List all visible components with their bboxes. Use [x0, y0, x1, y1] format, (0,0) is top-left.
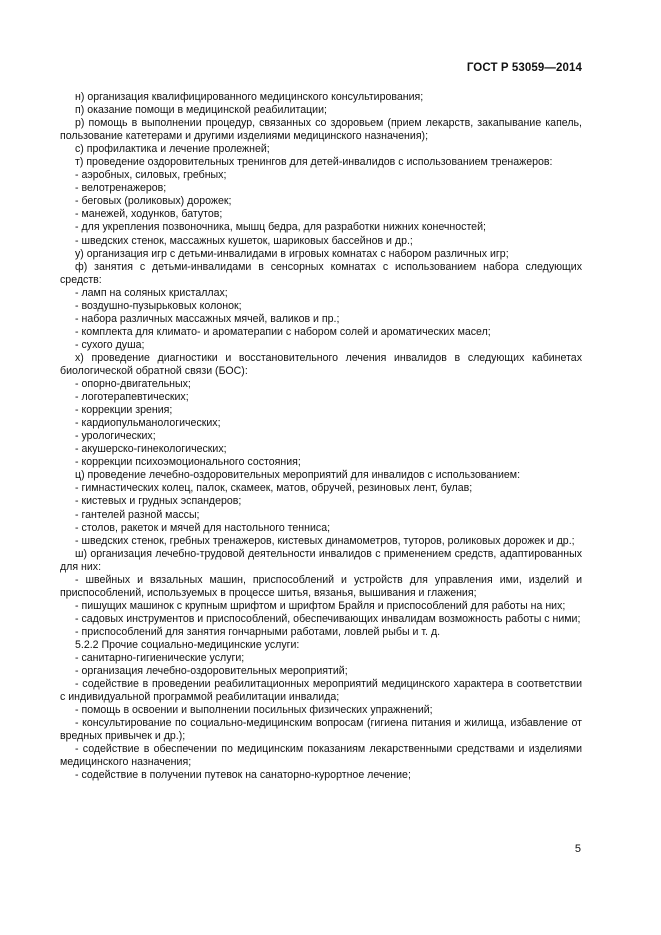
- paragraph-f: ф) занятия с детьми-инвалидами в сенсорных комнатах с использованием набора следующих средств:: [60, 260, 582, 286]
- list-item: - консультирование по социально-медицинским вопросам (гигиена питания и жилища, избавление от вредных привычек и др.);: [60, 717, 582, 743]
- list-item: - беговых (роликовых) дорожек;: [75, 195, 232, 208]
- list-item: - содействие в получении путевок на санаторно-курортное лечение;: [75, 769, 411, 782]
- paragraph-ts: ц) проведение лечебно-оздоровительных мероприятий для инвалидов с использованием:: [75, 469, 521, 482]
- list-item: - урологических;: [75, 430, 156, 443]
- list-item: - содействие в проведении реабилитационных мероприятий медицинского характера в соответствии с индивидуальной программой реабилитации инвалида;: [60, 678, 582, 704]
- list-item: - набора различных массажных мячей, валиков и пр.;: [75, 312, 340, 325]
- list-item: - помощь в освоении и выполнении посильных физических упражнений;: [75, 704, 433, 717]
- document-header: ГОСТ Р 53059—2014: [466, 62, 582, 74]
- section-heading-5-2-2: 5.2.2 Прочие социально-медицинские услуги:: [75, 638, 300, 651]
- list-item: - гимнастических колец, палок, скамеек, матов, обручей, резиновых лент, булав;: [75, 482, 473, 495]
- list-item: - для укрепления позвоночника, мышц бедра, для разработки нижних конечностей;: [75, 221, 486, 234]
- paragraph-n: н) организация квалифицированного медицинского консультирования;: [75, 91, 424, 103]
- list-item: - садовых инструментов и приспособлений, обеспечивающих инвалидам возможность работы с ними;: [75, 612, 581, 625]
- list-item: - опорно-двигательных;: [75, 378, 191, 391]
- list-item: - шведских стенок, гребных тренажеров, кистевых динамометров, туторов, роликовых дорожек и др.;: [75, 534, 575, 547]
- paragraph-r: р) помощь в выполнении процедур, связанных со здоровьем (прием лекарств, закапывание капель, пользование катетерами и другими изделиями медицинского назначения);: [60, 117, 582, 143]
- paragraph-t: т) проведение оздоровительных тренингов для детей-инвалидов с использованием тренажеров:: [75, 156, 553, 169]
- list-item: - гантелей разной массы;: [75, 508, 200, 521]
- list-item: - комплекта для климато- и ароматерапии с набором солей и ароматических масел;: [75, 325, 491, 338]
- list-item: - ламп на соляных кристаллах;: [75, 286, 228, 299]
- list-item: - содействие в обеспечении по медицинским показаниям лекарственными средствами и изделиями медицинского назначения;: [60, 743, 582, 769]
- paragraph-sh: ш) организация лечебно-трудовой деятельности инвалидов с применением средств, адаптированных для них:: [60, 547, 582, 573]
- list-item: - велотренажеров;: [75, 182, 167, 195]
- list-item: - столов, ракеток и мячей для настольного тенниса;: [75, 521, 331, 534]
- page-number: 5: [574, 843, 581, 855]
- list-item: - коррекции зрения;: [75, 404, 173, 417]
- paragraph-s: с) профилактика и лечение пролежней;: [75, 143, 270, 156]
- paragraph-kh: х) проведение диагностики и восстановительного лечения инвалидов в следующих кабинетах биологической обратной связи (БОС):: [60, 351, 582, 377]
- document-body: [60, 91, 582, 782]
- list-item: - шведских стенок, массажных кушеток, шариковых бассейнов и др.;: [75, 234, 413, 247]
- list-item: - манежей, ходунков, батутов;: [75, 208, 223, 221]
- list-item: - швейных и вязальных машин, приспособлений и устройств для управления ими, изделий и приспособлений, используемых в процессе шитья, вязанья, вышивания и глажения;: [60, 573, 582, 599]
- list-item: - акушерско-гинекологических;: [75, 443, 227, 456]
- paragraph-p: п) оказание помощи в медицинской реабилитации;: [75, 104, 327, 117]
- list-item: - аэробных, силовых, гребных;: [75, 169, 227, 182]
- list-item: - коррекции психоэмоционального состояния;: [75, 456, 301, 469]
- list-item: - кардиопульманологических;: [75, 417, 221, 430]
- list-item: - логотерапевтических;: [75, 391, 189, 404]
- list-item: - организация лечебно-оздоровительных мероприятий;: [75, 665, 348, 678]
- list-item: - кистевых и грудных эспандеров;: [75, 495, 242, 508]
- list-item: - пишущих машинок с крупным шрифтом и шрифтом Брайля и приспособлений для работы на них;: [75, 599, 566, 612]
- paragraph-u: у) организация игр с детьми-инвалидами в игровых комнатах с набором различных игр;: [75, 247, 509, 260]
- list-item: - воздушно-пузырьковых колонок;: [75, 299, 242, 312]
- list-item: - сухого душа;: [75, 338, 145, 351]
- list-item: - приспособлений для занятия гончарными работами, ловлей рыбы и т. д.: [75, 625, 441, 638]
- list-item: - санитарно-гигиенические услуги;: [75, 652, 245, 665]
